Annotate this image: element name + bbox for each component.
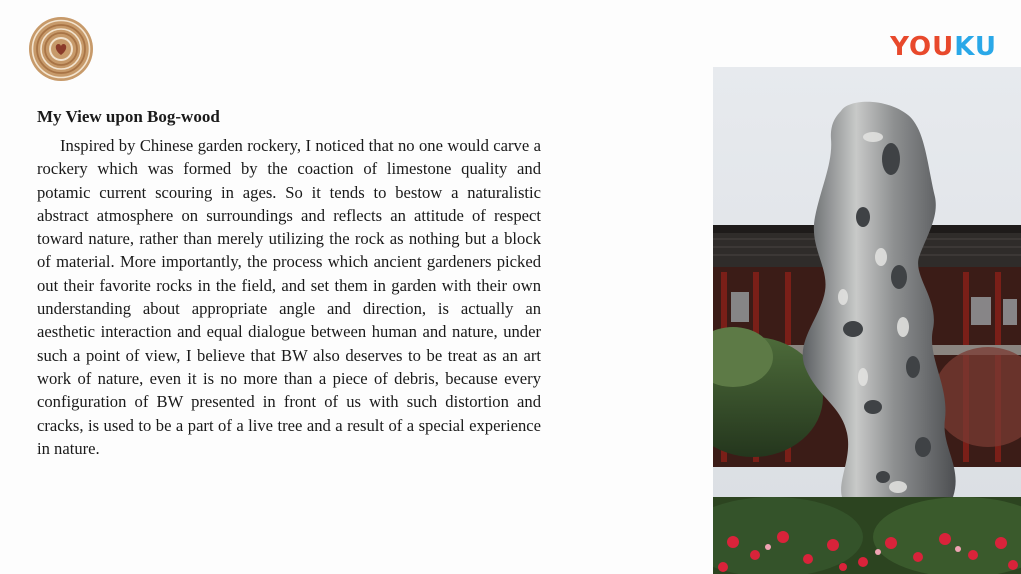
article-title: My View upon Bog-wood bbox=[37, 107, 220, 126]
watermark-part-ku: KU bbox=[954, 32, 997, 62]
article-body: Inspired by Chinese garden rockery, I noticed that no one would carve a rockery which was formed by the coaction of limestone quality and potamic current scouring in ages. So it tends to bestow a naturalistic abstract atmosphere on surroundings and reflects an attitude of respect toward nature, rather than merely utilizing the rock as nothing but a block of material. More importantly, the process which ancient gardeners picked out their favorite rocks in the field, and set them in garden with their own understanding about appropriate angle and direction, is actually an aesthetic interaction and equal dialogue between human and nature, under such a point of view, I believe that BW also deserves to be treat as an art work of nature, even it is no more than a piece of debris, because every configuration of BW presented in front of us with such distortion and cracks, is used to be a part of a live tree and a result of a special experience in nature. bbox=[37, 136, 541, 458]
watermark-part-you: YOU bbox=[890, 32, 955, 62]
youku-watermark bbox=[890, 34, 997, 60]
wood-ring-heart-icon bbox=[28, 16, 94, 82]
taihu-rock-garden-photo bbox=[713, 67, 1021, 574]
article bbox=[37, 106, 541, 460]
